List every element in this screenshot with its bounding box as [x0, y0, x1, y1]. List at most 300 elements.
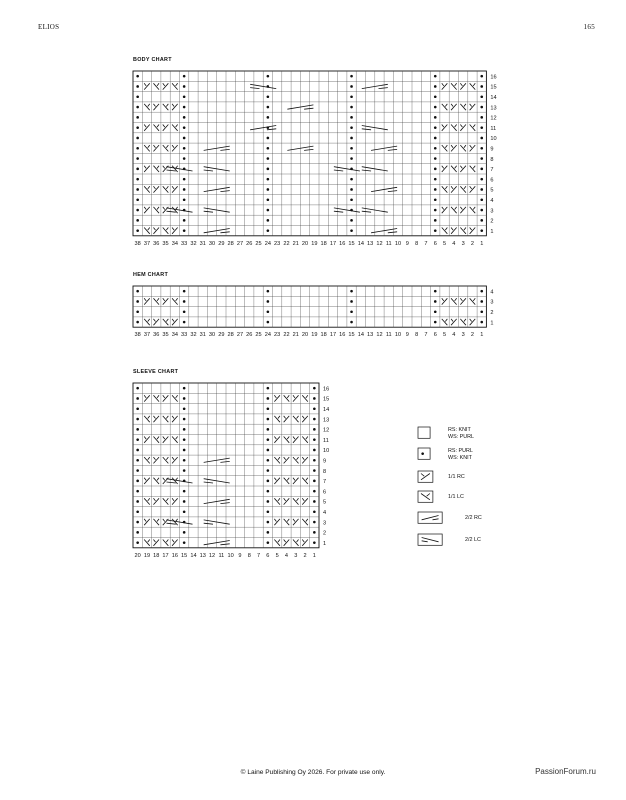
purl-symbol	[136, 531, 139, 534]
purl-symbol	[480, 219, 483, 222]
row-number: 15	[490, 84, 497, 91]
purl-symbol	[480, 116, 483, 119]
purl-symbol	[313, 418, 316, 421]
stitch-number: 4	[452, 332, 456, 339]
stitch-number: 33	[181, 332, 188, 339]
purl-symbol	[136, 459, 139, 462]
stitch-number: 6	[433, 240, 437, 247]
purl-symbol	[183, 407, 186, 410]
purl-symbol	[136, 387, 139, 390]
watermark: PassionForum.ru	[535, 767, 596, 776]
stitch-number: 8	[415, 332, 419, 339]
purl-symbol	[480, 106, 483, 109]
purl-symbol	[183, 469, 186, 472]
stitch-number: 26	[246, 240, 253, 247]
stitch-number: 26	[246, 332, 253, 339]
row-number: 8	[490, 156, 494, 163]
stitch-number: 19	[311, 240, 318, 247]
purl-symbol	[183, 106, 186, 109]
stitch-number: 29	[218, 240, 225, 247]
purl-symbol	[136, 157, 139, 160]
purl-symbol	[136, 510, 139, 513]
purl-symbol	[480, 321, 483, 324]
purl-symbol	[183, 510, 186, 513]
row-number: 10	[490, 136, 497, 143]
stitch-number: 16	[339, 332, 346, 339]
stitch-number: 15	[348, 332, 355, 339]
stitch-number: 29	[218, 332, 225, 339]
purl-symbol	[267, 531, 270, 534]
copyright-footer: © Laine Publishing Oy 2026. For private use only.	[240, 769, 386, 776]
purl-symbol	[267, 198, 270, 201]
purl-symbol	[267, 168, 270, 171]
purl-symbol	[183, 321, 186, 324]
purl-symbol	[313, 449, 316, 452]
stitch-number: 5	[442, 332, 447, 339]
purl-symbol	[183, 418, 186, 421]
row-number: 3	[323, 520, 327, 527]
stitch-number: 14	[357, 332, 364, 339]
purl-symbol	[350, 198, 353, 201]
row-number: 6	[490, 177, 494, 184]
purl-symbol	[313, 541, 316, 544]
stitch-number: 27	[236, 240, 244, 247]
stitch-number: 9	[238, 552, 242, 559]
legend-item-knit	[418, 427, 474, 440]
purl-symbol	[183, 188, 186, 191]
row-number: 9	[490, 146, 494, 153]
row-number: 13	[490, 105, 497, 112]
purl-symbol	[313, 480, 316, 483]
legend-label: WS: KNIT	[448, 455, 472, 461]
purl-symbol	[136, 521, 139, 524]
row-number: 11	[323, 437, 329, 444]
stitch-number: 21	[292, 240, 299, 247]
purl-symbol	[267, 490, 270, 493]
purl-symbol	[183, 219, 186, 222]
purl-symbol	[350, 137, 353, 140]
stitch-number: 14	[190, 552, 197, 559]
stitch-number: 24	[264, 332, 271, 339]
row-number: 7	[490, 167, 494, 174]
legend-label: WS: PURL	[448, 434, 475, 440]
purl-symbol	[350, 178, 353, 181]
purl-symbol	[136, 85, 139, 88]
stitch-number: 31	[199, 240, 206, 247]
purl-symbol	[136, 418, 139, 421]
stitch-number: 7	[424, 240, 428, 247]
purl-symbol	[183, 387, 186, 390]
purl-symbol	[183, 459, 186, 462]
purl-symbol	[267, 209, 270, 212]
purl-symbol	[434, 75, 437, 78]
stitch-number: 24	[264, 240, 271, 247]
purl-symbol	[267, 219, 270, 222]
body-chart-title: BODY CHART	[133, 57, 172, 63]
purl-symbol	[313, 500, 316, 503]
purl-symbol	[350, 116, 353, 119]
legend-item-lc11	[418, 491, 464, 502]
purl-symbol	[183, 147, 186, 150]
stitch-number: 28	[227, 332, 234, 339]
stitch-number: 15	[348, 240, 355, 247]
purl-symbol	[434, 95, 437, 98]
stitch-number: 33	[181, 240, 188, 247]
stitch-number: 35	[162, 240, 169, 247]
purl-symbol	[267, 418, 270, 421]
purl-symbol	[183, 137, 186, 140]
row-number: 14	[323, 407, 330, 414]
purl-symbol	[434, 106, 437, 109]
purl-symbol	[267, 438, 270, 441]
row-number: 15	[323, 396, 330, 403]
stitch-number: 20	[301, 332, 309, 339]
purl-symbol	[183, 438, 186, 441]
purl-symbol	[350, 290, 353, 293]
purl-symbol	[434, 178, 437, 181]
page-number: 165	[583, 23, 595, 31]
purl-symbol	[434, 310, 437, 313]
purl-symbol	[267, 95, 270, 98]
purl-symbol	[434, 198, 437, 201]
row-number: 2	[323, 530, 327, 537]
book-title: ELIOS	[38, 23, 60, 31]
stitch-number: 21	[292, 332, 299, 339]
stitch-number: 11	[385, 240, 392, 247]
purl-symbol	[480, 147, 483, 150]
stitch-number: 4	[284, 552, 289, 559]
purl-symbol	[267, 459, 270, 462]
purl-symbol	[136, 397, 139, 400]
purl-symbol	[267, 541, 270, 544]
stitch-number: 1	[312, 552, 316, 559]
purl-symbol	[434, 116, 437, 119]
stitch-number: 31	[199, 332, 206, 339]
stitch-number: 20	[301, 240, 309, 247]
purl-symbol	[183, 310, 186, 313]
row-number: 1	[490, 320, 494, 327]
stitch-number: 10	[394, 240, 402, 247]
stitch-number: 17	[329, 240, 337, 247]
row-number: 13	[323, 417, 330, 424]
purl-symbol	[267, 480, 270, 483]
stitch-number: 13	[199, 552, 206, 559]
purl-symbol	[136, 321, 139, 324]
stitch-number: 36	[153, 332, 160, 339]
purl-symbol	[313, 428, 316, 431]
purl-symbol	[136, 147, 139, 150]
stitch-number: 38	[134, 240, 141, 247]
stitch-number: 12	[376, 240, 383, 247]
purl-symbol	[183, 85, 186, 88]
purl-symbol	[136, 500, 139, 503]
purl-symbol	[267, 178, 270, 181]
purl-symbol	[183, 541, 186, 544]
purl-symbol	[480, 290, 483, 293]
purl-symbol	[183, 290, 186, 293]
purl-symbol	[267, 229, 270, 232]
purl-symbol	[183, 490, 186, 493]
purl-symbol	[136, 168, 139, 171]
purl-symbol	[136, 449, 139, 452]
stitch-number: 6	[433, 332, 437, 339]
stitch-number: 30	[208, 332, 216, 339]
purl-symbol	[136, 229, 139, 232]
purl-symbol	[267, 106, 270, 109]
stitch-number: 22	[283, 332, 290, 339]
stitch-number: 18	[320, 240, 327, 247]
purl-symbol	[183, 157, 186, 160]
stitch-number: 15	[181, 552, 188, 559]
purl-symbol	[480, 310, 483, 313]
purl-symbol	[434, 137, 437, 140]
row-number: 1	[490, 228, 494, 235]
row-number: 12	[323, 427, 330, 434]
row-number: 4	[490, 289, 494, 296]
purl-symbol	[480, 137, 483, 140]
stitch-number: 32	[190, 240, 197, 247]
purl-symbol	[267, 137, 270, 140]
stitch-number: 25	[255, 240, 262, 247]
stitch-number: 19	[311, 332, 318, 339]
purl-symbol	[480, 85, 483, 88]
purl-symbol	[267, 290, 270, 293]
stitch-number: 2	[470, 240, 475, 247]
row-number: 14	[490, 95, 497, 102]
purl-symbol	[313, 387, 316, 390]
hem-chart	[133, 286, 553, 346]
purl-symbol	[480, 198, 483, 201]
stitch-number: 14	[357, 240, 364, 247]
row-number: 3	[490, 299, 494, 306]
purl-symbol	[480, 157, 483, 160]
purl-symbol	[183, 449, 186, 452]
row-number: 6	[323, 489, 327, 496]
purl-symbol	[267, 510, 270, 513]
purl-symbol	[183, 95, 186, 98]
stitch-number: 32	[190, 332, 197, 339]
legend-item-rc22	[418, 512, 482, 523]
purl-symbol	[136, 290, 139, 293]
purl-symbol	[434, 168, 437, 171]
row-number: 4	[323, 510, 327, 517]
stitch-number: 35	[162, 332, 169, 339]
stitch-number: 19	[143, 552, 151, 559]
purl-symbol	[267, 469, 270, 472]
purl-symbol	[350, 95, 353, 98]
stitch-number: 3	[294, 552, 298, 559]
purl-symbol	[136, 541, 139, 544]
purl-symbol	[480, 95, 483, 98]
purl-symbol	[350, 85, 353, 88]
stitch-number: 34	[171, 332, 178, 339]
legend-label: 2/2 LC	[465, 537, 481, 543]
stitch-number: 1	[480, 332, 484, 339]
purl-symbol	[350, 75, 353, 78]
purl-symbol	[350, 126, 353, 129]
stitch-number: 17	[329, 332, 337, 339]
body-chart	[133, 71, 553, 251]
purl-symbol	[434, 209, 437, 212]
purl-symbol	[136, 209, 139, 212]
stitch-number: 34	[171, 240, 178, 247]
row-number: 3	[490, 208, 494, 215]
purl-symbol	[183, 178, 186, 181]
purl-symbol	[313, 438, 316, 441]
legend-label: RS: KNIT	[448, 427, 471, 433]
stitch-number: 30	[208, 240, 216, 247]
row-number: 16	[323, 386, 330, 393]
row-number: 2	[490, 310, 494, 317]
purl-symbol	[480, 229, 483, 232]
purl-symbol	[267, 310, 270, 313]
row-number: 2	[490, 218, 494, 225]
legend-item-lc22	[418, 534, 481, 545]
purl-symbol	[136, 469, 139, 472]
purl-symbol	[434, 147, 437, 150]
purl-symbol	[313, 459, 316, 462]
purl-symbol	[136, 178, 139, 181]
stitch-number: 36	[153, 240, 160, 247]
stitch-number: 25	[255, 332, 262, 339]
stitch-number: 7	[256, 552, 261, 559]
purl-symbol	[313, 531, 316, 534]
purl-symbol	[480, 300, 483, 303]
purl-symbol	[434, 321, 437, 324]
purl-symbol	[313, 397, 316, 400]
purl-symbol	[350, 106, 353, 109]
row-number: 4	[490, 198, 494, 205]
stitch-number: 1	[480, 240, 484, 247]
stitch-number: 17	[162, 552, 169, 559]
legend-label: RS: PURL	[448, 448, 473, 454]
stitch-number: 28	[227, 240, 234, 247]
purl-symbol	[136, 300, 139, 303]
purl-symbol	[183, 500, 186, 503]
purl-symbol	[434, 157, 437, 160]
purl-symbol	[350, 188, 353, 191]
purl-symbol	[350, 157, 353, 160]
row-number: 1	[323, 540, 327, 547]
purl-symbol	[480, 126, 483, 129]
purl-symbol	[480, 75, 483, 78]
stitch-number: 3	[461, 240, 465, 247]
row-number: 5	[323, 499, 327, 506]
purl-symbol	[183, 229, 186, 232]
purl-symbol	[136, 126, 139, 129]
legend-label: 1/1 RC	[448, 474, 465, 480]
purl-symbol	[136, 490, 139, 493]
stitch-number: 11	[385, 332, 392, 339]
purl-symbol	[434, 290, 437, 293]
purl-symbol	[313, 469, 316, 472]
row-number: 7	[323, 479, 327, 486]
purl-symbol	[434, 229, 437, 232]
purl-symbol	[350, 300, 353, 303]
purl-symbol	[136, 188, 139, 191]
purl-symbol	[136, 480, 139, 483]
stitch-number: 12	[208, 552, 216, 559]
stitch-number: 16	[339, 240, 346, 247]
purl-symbol	[350, 219, 353, 222]
purl-symbol	[434, 219, 437, 222]
stitch-number: 3	[461, 332, 465, 339]
purl-symbol	[183, 75, 186, 78]
purl-symbol	[183, 116, 186, 119]
purl-symbol	[183, 300, 186, 303]
stitch-number: 22	[283, 240, 290, 247]
stitch-number: 2	[303, 552, 307, 559]
purl-symbol	[313, 490, 316, 493]
legend-label: 1/1 LC	[448, 494, 464, 500]
stitch-number: 8	[247, 552, 251, 559]
stitch-number: 18	[153, 552, 160, 559]
stitch-number: 16	[171, 552, 178, 559]
purl-symbol	[434, 188, 437, 191]
stitch-number: 37	[143, 240, 151, 247]
stitch-number: 5	[275, 552, 279, 559]
purl-symbol	[267, 500, 270, 503]
stitch-number: 13	[367, 332, 374, 339]
row-number: 11	[490, 125, 497, 132]
purl-symbol	[434, 300, 437, 303]
purl-symbol	[267, 397, 270, 400]
purl-symbol	[136, 137, 139, 140]
purl-symbol	[267, 407, 270, 410]
row-number: 8	[323, 468, 327, 475]
purl-symbol	[434, 126, 437, 129]
legend-label: 2/2 RC	[465, 515, 482, 521]
row-number: 10	[323, 448, 330, 455]
purl-symbol	[313, 521, 316, 524]
chart-legend	[415, 424, 535, 554]
purl-symbol	[136, 219, 139, 222]
purl-symbol	[434, 85, 437, 88]
purl-symbol	[136, 95, 139, 98]
stitch-number: 18	[320, 332, 327, 339]
purl-symbol	[267, 428, 270, 431]
stitch-number: 37	[143, 332, 151, 339]
purl-symbol	[267, 387, 270, 390]
purl-symbol	[267, 300, 270, 303]
stitch-number: 23	[274, 332, 281, 339]
stitch-number: 9	[405, 332, 409, 339]
stitch-number: 4	[452, 240, 456, 247]
purl-symbol	[183, 126, 186, 129]
stitch-number: 11	[218, 552, 225, 559]
stitch-number: 10	[227, 552, 234, 559]
purl-symbol	[136, 198, 139, 201]
row-number: 5	[490, 187, 494, 194]
stitch-number: 13	[367, 240, 374, 247]
stitch-number: 9	[405, 240, 409, 247]
purl-symbol	[183, 397, 186, 400]
stitch-number: 38	[134, 332, 141, 339]
sleeve-chart-title: SLEEVE CHART	[133, 369, 179, 375]
purl-symbol	[480, 168, 483, 171]
purl-symbol	[267, 75, 270, 78]
stitch-number: 5	[442, 240, 447, 247]
stitch-number: 20	[134, 552, 141, 559]
row-number: 9	[323, 458, 327, 465]
purl-symbol	[183, 531, 186, 534]
row-number: 12	[490, 115, 497, 122]
purl-symbol	[267, 321, 270, 324]
legend-item-purl	[418, 448, 473, 461]
purl-symbol	[313, 407, 316, 410]
stitch-number: 8	[415, 240, 419, 247]
purl-symbol	[183, 198, 186, 201]
